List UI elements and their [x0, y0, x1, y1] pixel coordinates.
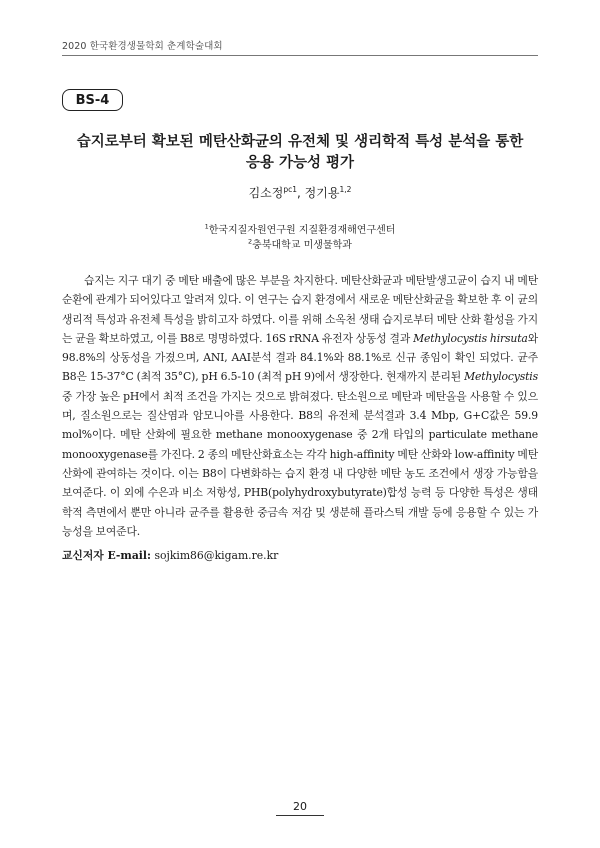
affiliation-2	[62, 236, 538, 251]
page-number: 20	[293, 800, 307, 813]
header-rule	[62, 55, 538, 56]
author-1-superscript: pc1	[283, 185, 298, 194]
genus-name-italic: Methylocystis	[464, 370, 538, 384]
contact-label: 교신저자 E-mail:	[62, 549, 151, 562]
author-2-name: 정기용	[304, 186, 340, 200]
affiliation-1	[62, 221, 538, 236]
abstract-text-part-2: 와 98.8%의 상동성을 가졌으며, ANI, AAI분석 결과 84.1%와 88.1%로 신규 종임이 확인 되었다. 균주 B8은 15-37°C (최적 35°C), pH 6.5-10 (최적 pH 9)에서 생장한다. 현재까지 분리된	[62, 331, 538, 384]
author-separator: ,	[297, 186, 305, 200]
affiliation-2-text: 충북대학교 미생물학과	[252, 240, 352, 251]
title-line-2: 응용 가능성 평가	[245, 155, 355, 171]
author-2-superscript: 1,2	[339, 185, 352, 194]
running-head: 2020 한국환경생물학회 춘계학술대회	[62, 41, 223, 52]
affiliation-1-superscript: 1	[204, 222, 209, 231]
author-1-name: 김소정	[248, 186, 284, 200]
corresponding-author	[62, 548, 278, 563]
abstract-code-badge: BS-4	[62, 89, 123, 111]
contact-email-link[interactable]: sojkim86@kigam.re.kr	[154, 549, 279, 562]
page-number-underline	[276, 815, 324, 816]
paper-title	[62, 132, 538, 174]
affiliation-1-text: 한국지질자원연구원 지질환경재해연구센터	[208, 225, 396, 236]
title-line-1: 습지로부터 확보된 메탄산화균의 유전체 및 생리학적 특성 분석을 통한	[76, 134, 524, 150]
affiliation-2-superscript: 2	[248, 237, 253, 246]
author-list	[62, 184, 538, 201]
species-name-italic: Methylocystis hirsuta	[413, 331, 528, 345]
abstract-text-part-3: 중 가장 높은 pH에서 최적 조건을 가지는 것으로 밝혀졌다. 탄소원으로 메탄과 메탄올을 사용할 수 있으며, 질소원으로는 질산염과 암모니아를 사용한다. B8의 유전체 분석결과 3.4 Mbp, G+C값은 59.9 mol%이다. 메탄 산화에 필요한 methane monooxygenase 중 2개 타입의 particulate methane monooxygenase를 가진다. 2 종의 메탄산화효소는 각각 high-affinity 메탄 산화와 low-affinity 메탄 산화에 관여하는 것이다. 이는 B8이 다변화하는 습지 환경 내 다양한 메탄 농도 조건에서 생장 가능함을 보여준다. 이 외에 수은과 비소 저항성, PHB(polyhydroxybutyrate)합성 능력 등 다양한 특성은 생태학적 측면에서 뿐만 아니라 균주를 활용한 중금속 저감 및 생분해 플라스틱 개발 등에 응용할 수 있는 가능성을 보여준다.	[62, 389, 538, 538]
abstract-body	[62, 271, 538, 541]
abstract-text-part-1: 습지는 지구 대기 중 메탄 배출에 많은 부분을 차지한다. 메탄산화균과 메탄발생고균이 습지 내 메탄 순환에 관계가 되어있다고 알려져 있다. 이 연구는 습지 환경에서 새로운 메탄산화균을 확보한 후 이 균의 생리적 특성과 유전체 특성을 밝히고자 하였다. 이를 위해 소옥천 생태 습지로부터 메탄 산화 활성을 가지는 균을 확보하였고, 이를 B8로 명명하였다. 16S rRNA 유전자 상동성 결과	[62, 274, 538, 345]
